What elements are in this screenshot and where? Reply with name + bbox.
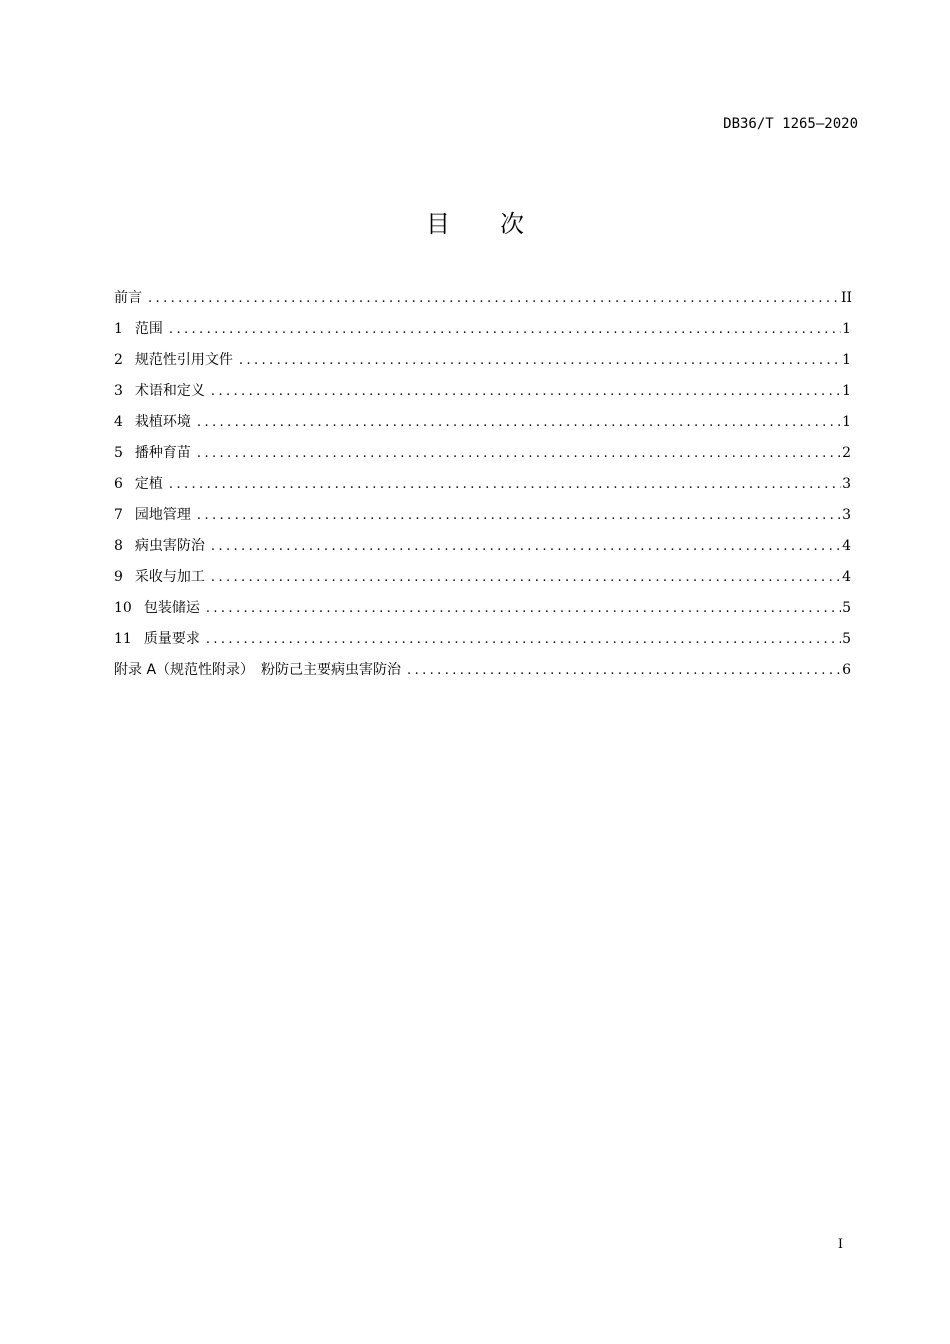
toc-entry-label: 范围 xyxy=(134,321,163,337)
toc-dot-leader xyxy=(163,318,841,342)
toc-entry-label: 包装储运 xyxy=(143,600,200,616)
toc-entry-page: 3 xyxy=(842,476,851,492)
toc-entry-label: 采收与加工 xyxy=(134,569,205,585)
toc-entry-number: 4 xyxy=(114,414,123,430)
toc-dot-leader xyxy=(191,442,841,466)
toc-dot-leader xyxy=(200,597,841,621)
page-title-char-2: 次 xyxy=(500,210,524,238)
toc-entry-terms-definitions[interactable] xyxy=(114,379,851,410)
page-number: I xyxy=(837,1237,843,1252)
toc-entry-page: 2 xyxy=(842,445,851,461)
toc-entry-label: 定植 xyxy=(134,476,163,492)
toc-entry-label: 规范性引用文件 xyxy=(134,352,233,368)
toc-entry-number: 1 xyxy=(114,321,123,337)
toc-entry-label: 附录 A（规范性附录） 粉防己主要病虫害防治 xyxy=(114,662,402,678)
toc-entry-label: 栽植环境 xyxy=(134,414,191,430)
toc-entry-number: 6 xyxy=(114,476,123,492)
toc-dot-leader xyxy=(205,566,841,590)
toc-entry-number: 7 xyxy=(114,507,123,523)
toc-entry-number: 2 xyxy=(114,352,123,368)
toc-dot-leader xyxy=(233,349,841,373)
toc-entry-label: 园地管理 xyxy=(134,507,191,523)
toc-entry-label: 前言 xyxy=(114,290,142,306)
toc-entry-harvest-processing[interactable] xyxy=(114,565,851,596)
toc-entry-scope[interactable] xyxy=(114,317,851,348)
toc-entry-page: 4 xyxy=(842,538,851,554)
toc-entry-page: 6 xyxy=(842,662,851,678)
toc-dot-leader xyxy=(205,380,841,404)
toc-entry-sowing-seedling[interactable] xyxy=(114,441,851,472)
toc-entry-field-management[interactable] xyxy=(114,503,851,534)
toc-entry-appendix-a[interactable] xyxy=(114,658,851,689)
toc-dot-leader xyxy=(191,411,841,435)
toc-dot-leader xyxy=(205,535,841,559)
toc-entry-quality-requirements[interactable] xyxy=(114,627,851,658)
toc-dot-leader xyxy=(401,659,841,683)
page-title-char-1: 目 xyxy=(426,210,450,238)
toc-dot-leader xyxy=(142,287,841,311)
toc-entry-pest-control[interactable] xyxy=(114,534,851,565)
toc-entry-number: 3 xyxy=(114,383,123,399)
toc-entry-planting-environment[interactable] xyxy=(114,410,851,441)
toc-entry-label: 术语和定义 xyxy=(134,383,205,399)
toc-entry-transplanting[interactable] xyxy=(114,472,851,503)
toc-entry-normative-references[interactable] xyxy=(114,348,851,379)
toc-entry-page: 5 xyxy=(842,631,851,647)
toc-entry-number: 8 xyxy=(114,538,123,554)
page-title xyxy=(0,206,950,242)
toc-entry-label: 播种育苗 xyxy=(134,445,191,461)
toc-dot-leader xyxy=(200,628,841,652)
toc-entry-packaging-storage[interactable] xyxy=(114,596,851,627)
toc-entry-page: 1 xyxy=(842,414,851,430)
toc-entry-label: 质量要求 xyxy=(143,631,200,647)
toc-entry-page: II xyxy=(841,290,853,306)
toc-entry-label: 病虫害防治 xyxy=(134,538,205,554)
toc-entry-page: 1 xyxy=(842,352,851,368)
toc-entry-page: 5 xyxy=(842,600,851,616)
toc-entry-page: 1 xyxy=(842,383,851,399)
toc-entry-number: 9 xyxy=(114,569,123,585)
toc-entry-page: 4 xyxy=(842,569,851,585)
toc-entry-page: 1 xyxy=(842,321,851,337)
toc-entry-number: 11 xyxy=(114,631,132,647)
toc-dot-leader xyxy=(191,504,841,528)
toc-entry-page: 3 xyxy=(842,507,851,523)
toc-entry-number: 10 xyxy=(114,600,132,616)
toc-entry-foreword[interactable] xyxy=(114,286,851,317)
document-code: DB36/T 1265—2020 xyxy=(723,116,858,132)
table-of-contents xyxy=(114,286,851,689)
toc-dot-leader xyxy=(163,473,841,497)
toc-entry-number: 5 xyxy=(114,445,123,461)
